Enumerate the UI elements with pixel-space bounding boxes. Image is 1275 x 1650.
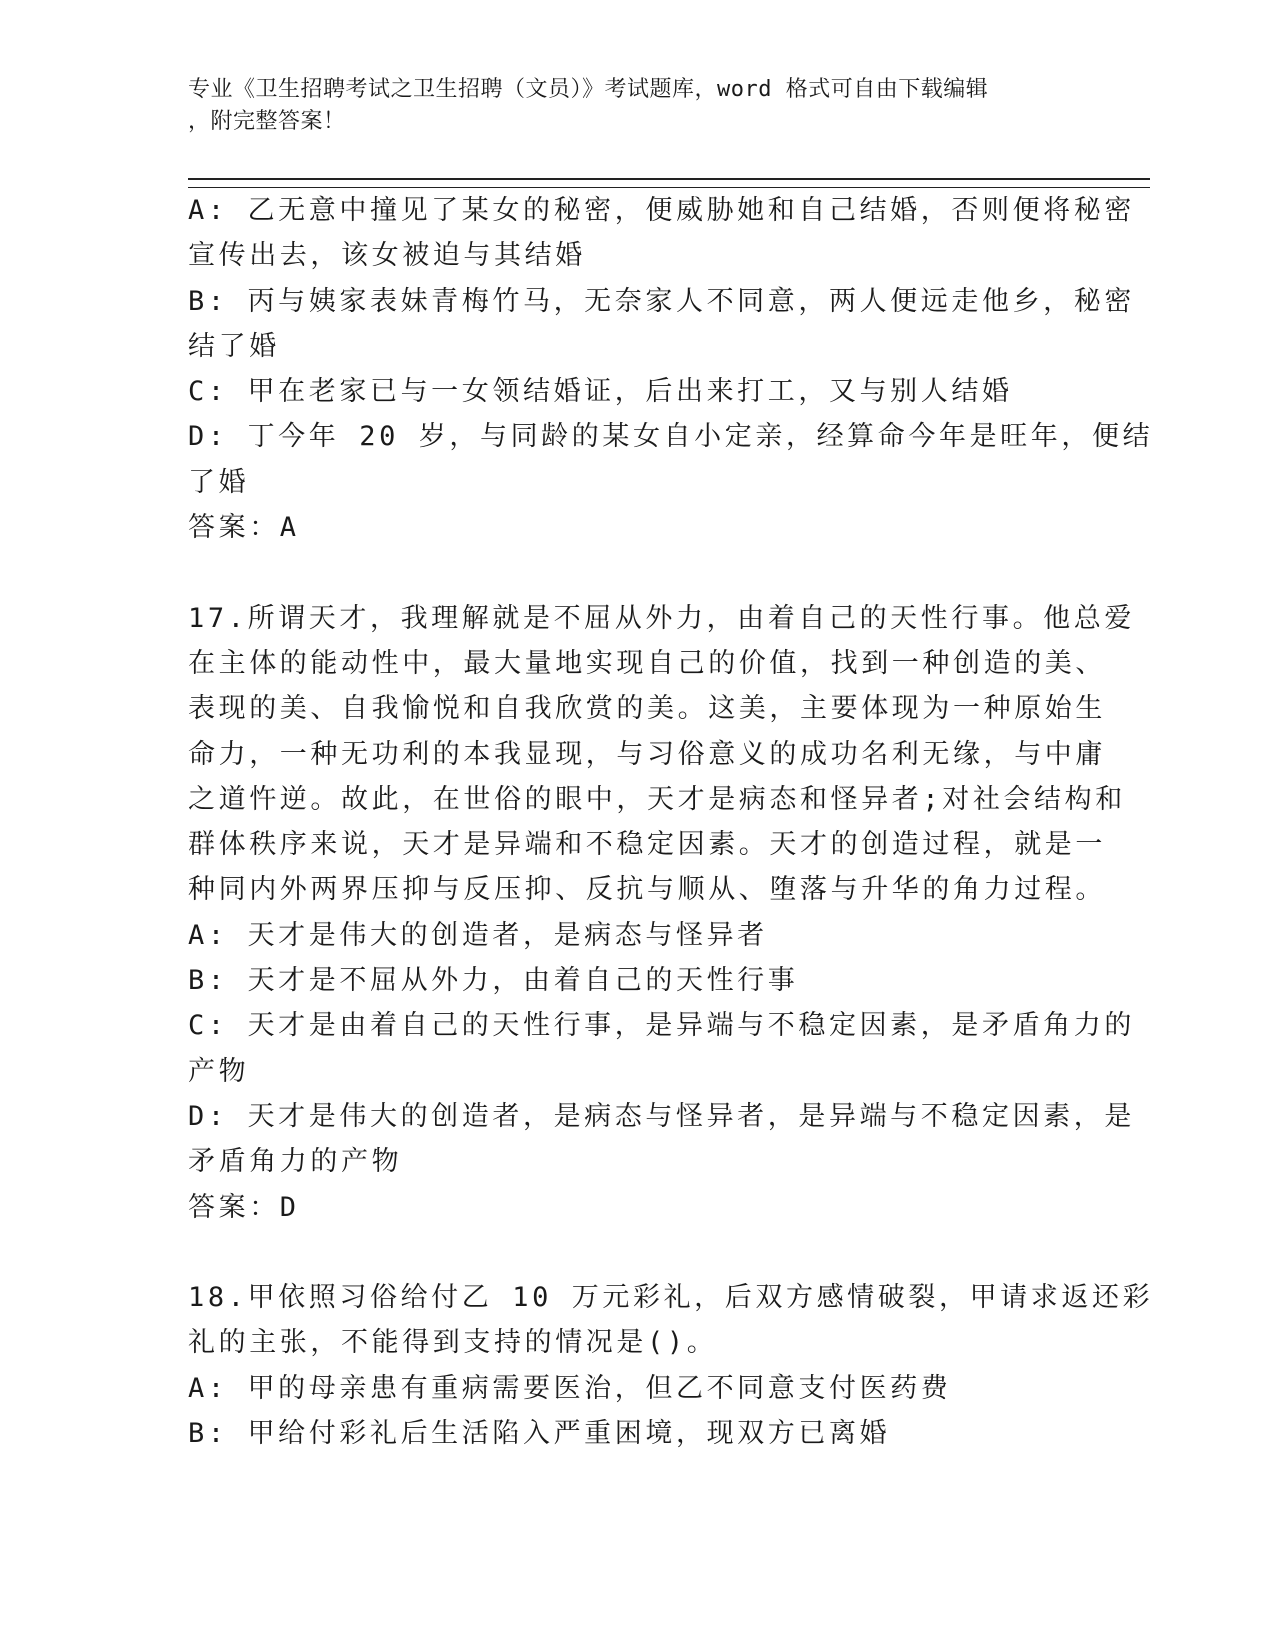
header-line-2: ，附完整答案！	[188, 109, 346, 134]
q17-answer: 答案：D	[188, 1191, 300, 1223]
q18-option-a-line-1: A: 甲的母亲患有重病需要医治，但乙不同意支付医药费	[188, 1372, 952, 1404]
q17-stem-line-3: 表现的美、自我愉悦和自我欣赏的美。这美，主要体现为一种原始生	[188, 693, 1106, 725]
spacer	[188, 550, 1068, 595]
document-header	[188, 74, 1068, 138]
q16-option-d-line-1: D: 丁今年 20 岁，与同龄的某女自小定亲，经算命今年是旺年，便结	[188, 421, 1154, 453]
q17-option-c-line-1: C: 天才是由着自己的天性行事，是异端与不稳定因素，是矛盾角力的	[188, 1010, 1135, 1042]
q17-option-b-line-1: B: 天才是不屈从外力，由着自己的天性行事	[188, 965, 799, 997]
document-body	[188, 188, 1154, 1456]
question-17	[188, 596, 1135, 1230]
q18-option-b-line-1: B: 甲给付彩礼后生活陷入严重困境，现双方已离婚	[188, 1418, 891, 1450]
question-18	[188, 1275, 1154, 1456]
q16-option-d-line-2: 了婚	[188, 466, 250, 498]
q18-stem-line-1: 18.甲依照习俗给付乙 10 万元彩礼，后双方感情破裂，甲请求返还彩	[188, 1282, 1154, 1314]
q17-option-c-line-2: 产物	[188, 1055, 250, 1087]
q16-option-a-line-2: 宣传出去，该女被迫与其结婚	[188, 240, 586, 272]
question-16-options	[188, 188, 1154, 550]
q17-stem-line-2: 在主体的能动性中，最大量地实现自己的价值，找到一种创造的美、	[188, 647, 1106, 679]
q17-option-d-line-2: 矛盾角力的产物	[188, 1146, 403, 1178]
spacer	[188, 1230, 1068, 1275]
header-divider	[188, 178, 1150, 188]
header-line-1: 专业《卫生招聘考试之卫生招聘（文员）》考试题库，word 格式可自由下载编辑	[188, 77, 989, 102]
q16-option-b-line-2: 结了婚	[188, 330, 280, 362]
q17-stem-line-5: 之道忤逆。故此，在世俗的眼中，天才是病态和怪异者;对社会结构和	[188, 783, 1126, 815]
q16-answer: 答案：A	[188, 512, 300, 544]
q17-option-d-line-1: D: 天才是伟大的创造者，是病态与怪异者，是异端与不稳定因素，是	[188, 1100, 1135, 1132]
q17-stem-line-6: 群体秩序来说，天才是异端和不稳定因素。天才的创造过程，就是一	[188, 829, 1106, 861]
q16-option-b-line-1: B: 丙与姨家表妹青梅竹马，无奈家人不同意，两人便远走他乡，秘密	[188, 285, 1135, 317]
q17-stem-line-1: 17.所谓天才，我理解就是不屈从外力，由着自己的天性行事。他总爱	[188, 602, 1135, 634]
q16-option-a-line-1: A: 乙无意中撞见了某女的秘密，便威胁她和自己结婚，否则便将秘密	[188, 195, 1135, 226]
q17-option-a-line-1: A: 天才是伟大的创造者，是病态与怪异者	[188, 919, 768, 951]
q17-stem-line-4: 命力，一种无功利的本我显现，与习俗意义的成功名利无缘，与中庸	[188, 738, 1106, 770]
q17-stem-line-7: 种同内外两界压抑与反压抑、反抗与顺从、堕落与升华的角力过程。	[188, 874, 1106, 906]
q16-option-c-line-1: C: 甲在老家已与一女领结婚证，后出来打工，又与别人结婚	[188, 376, 1013, 408]
q18-stem-line-2: 礼的主张，不能得到支持的情况是()。	[188, 1327, 718, 1359]
